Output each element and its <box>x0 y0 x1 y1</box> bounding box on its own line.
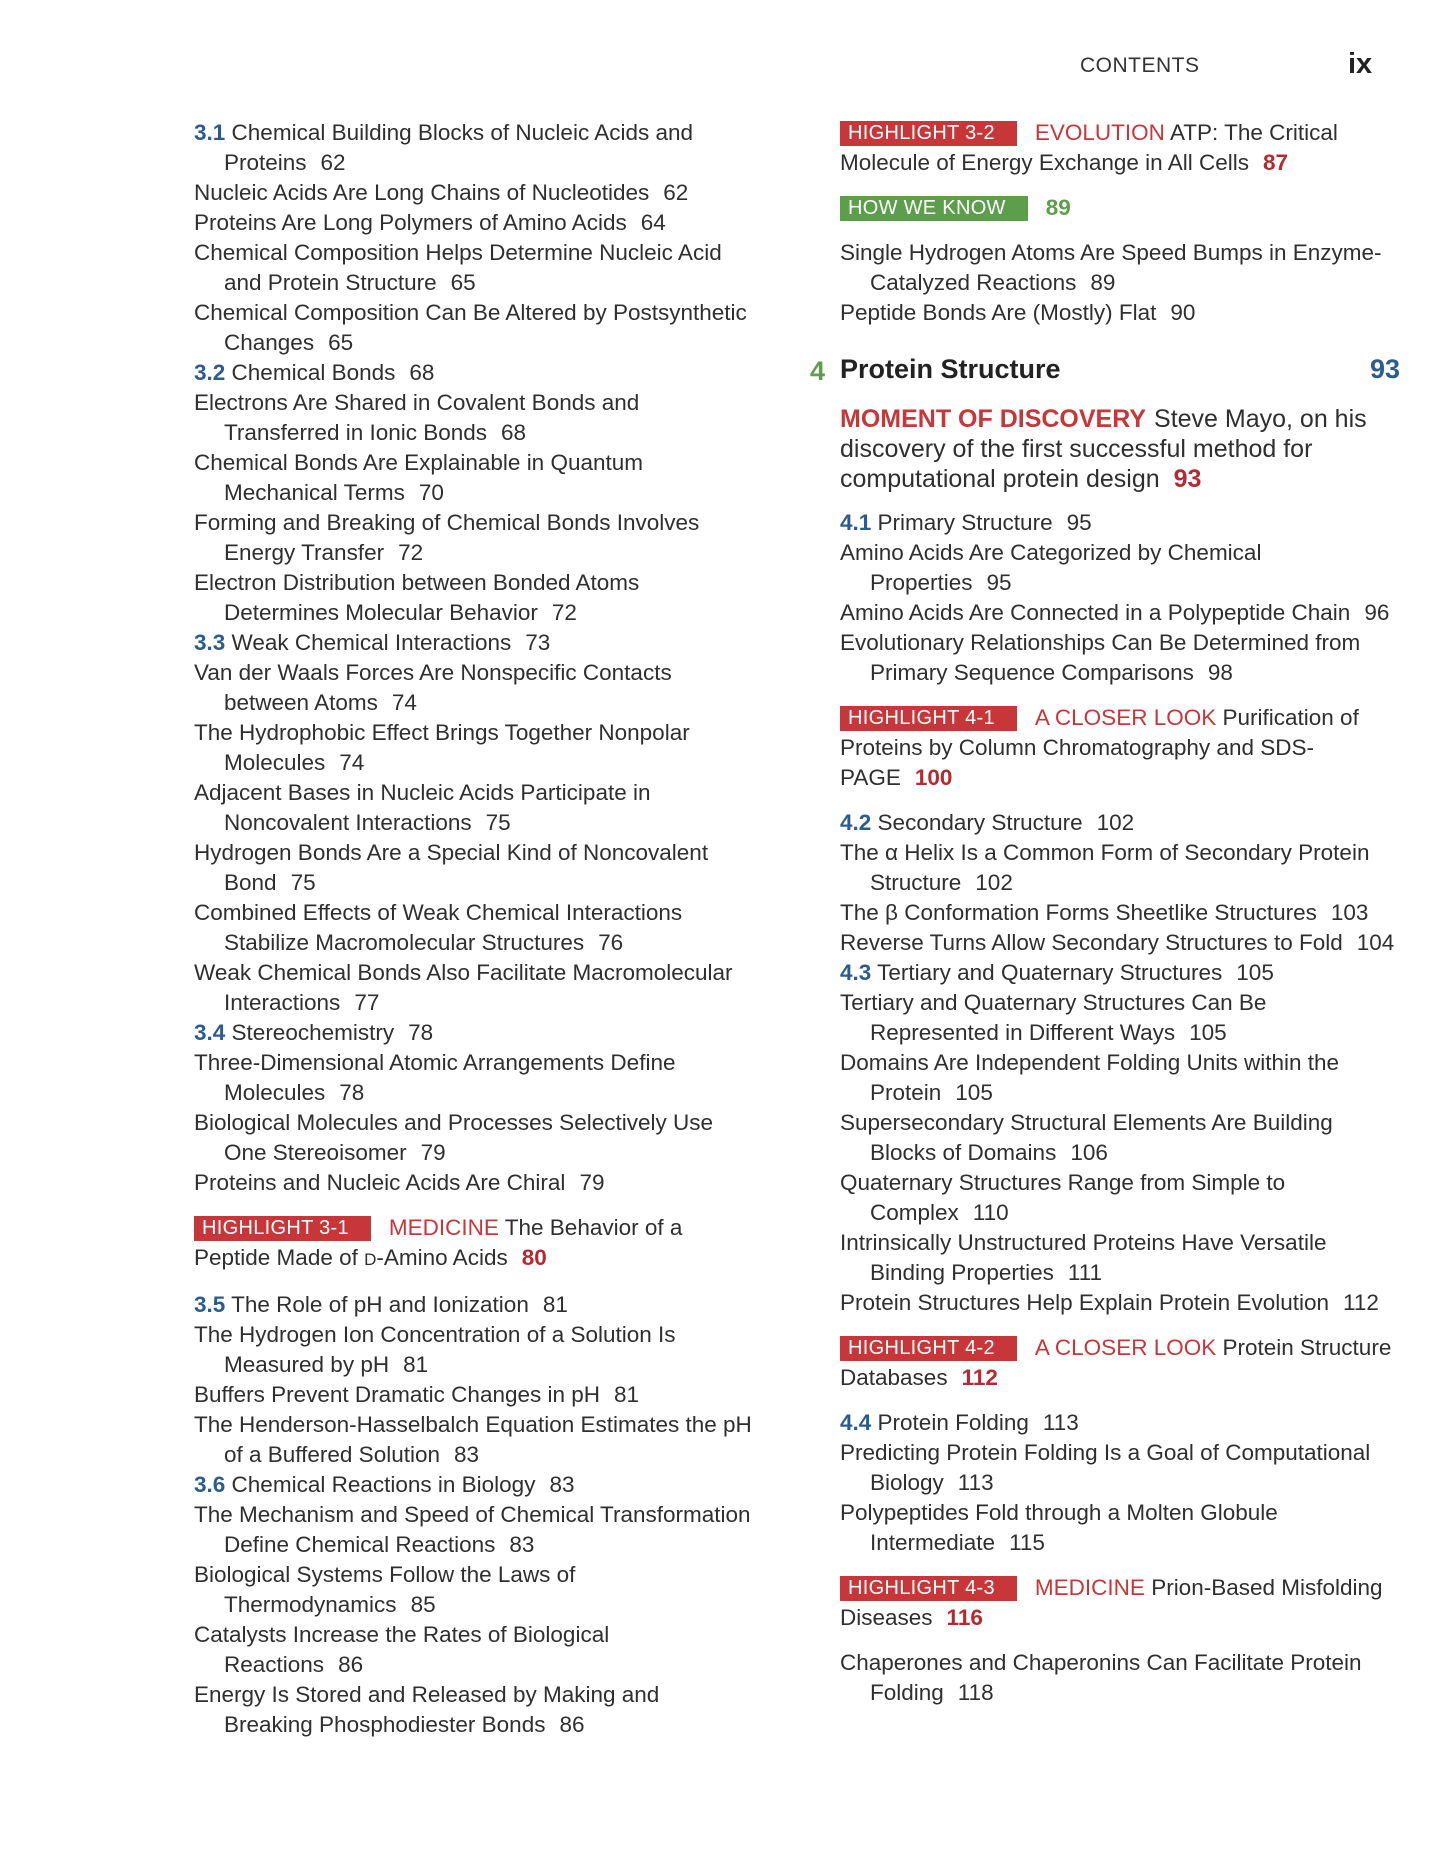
entry-title: Single Hydrogen Atoms Are Speed Bumps in Enzyme-Catalyzed Reactions <box>840 240 1382 295</box>
entry-page: 81 <box>403 1352 429 1377</box>
entry-page: 83 <box>454 1442 480 1467</box>
entry-title: Tertiary and Quaternary Structures Can Be Represented in Different Ways <box>840 990 1267 1045</box>
entry-page: 86 <box>338 1652 364 1677</box>
discovery-page: 93 <box>1173 465 1202 493</box>
left-column <box>194 118 754 1740</box>
entry-title: Nucleic Acids Are Long Chains of Nucleotides <box>194 180 650 205</box>
highlight-tag: HIGHLIGHT 4-3 <box>840 1576 1017 1601</box>
entry-title: Combined Effects of Weak Chemical Interactions Stabilize Macromolecular Structures <box>194 900 683 955</box>
toc-entry[interactable] <box>840 1648 1400 1708</box>
entry-title: Secondary Structure <box>877 810 1083 835</box>
entry-title: Buffers Prevent Dramatic Changes in pH <box>194 1382 601 1407</box>
toc-entry[interactable] <box>194 838 754 898</box>
section-number: 4.2 <box>840 810 872 835</box>
toc-entry[interactable] <box>194 898 754 958</box>
entry-page: 72 <box>398 540 424 565</box>
entry-page: 106 <box>1070 1140 1108 1165</box>
entry-title: Protein Structures Help Explain Protein Evolution <box>840 1290 1330 1315</box>
toc-entry[interactable] <box>840 1108 1400 1168</box>
section-number: 3.4 <box>194 1020 226 1045</box>
entry-page: 112 <box>1343 1290 1379 1315</box>
entry-page: 65 <box>328 330 354 355</box>
entry-page: 105 <box>955 1080 993 1105</box>
highlight-page: 100 <box>914 765 953 790</box>
entry-title: Predicting Protein Folding Is a Goal of Computational Biology <box>840 1440 1371 1495</box>
entry-page: 64 <box>640 210 666 235</box>
entry-title: Domains Are Independent Folding Units within the Protein <box>840 1050 1340 1105</box>
toc-section-entry[interactable] <box>840 508 1400 538</box>
toc-entry[interactable] <box>194 658 754 718</box>
toc-section-entry[interactable] <box>840 808 1400 838</box>
toc-entry[interactable] <box>194 448 754 508</box>
toc-entry[interactable] <box>840 1048 1400 1108</box>
toc-entry[interactable] <box>840 298 1400 328</box>
section-number: 3.3 <box>194 630 226 655</box>
toc-entry[interactable] <box>840 1438 1400 1498</box>
entry-page: 111 <box>1067 1260 1103 1285</box>
highlight-page: 80 <box>521 1245 547 1270</box>
highlight-category: MEDICINE <box>388 1215 499 1240</box>
how-we-know[interactable] <box>840 193 1400 223</box>
entry-title: Chemical Composition Helps Determine Nucleic Acid and Protein Structure <box>194 240 722 295</box>
toc-list <box>194 118 754 1198</box>
toc-section-entry[interactable] <box>194 1470 754 1500</box>
toc-entry[interactable] <box>840 898 1400 928</box>
entry-title: Proteins Are Long Polymers of Amino Acids <box>194 210 627 235</box>
entry-title: Chemical Reactions in Biology <box>231 1472 536 1497</box>
toc-entry[interactable] <box>840 1498 1400 1558</box>
entry-page: 89 <box>1090 270 1116 295</box>
entry-title: Adjacent Bases in Nucleic Acids Participate in Noncovalent Interactions <box>194 780 651 835</box>
entry-title: The Hydrophobic Effect Brings Together Nonpolar Molecules <box>194 720 690 775</box>
highlight-4-3[interactable] <box>840 1573 1400 1633</box>
highlight-category: EVOLUTION <box>1034 120 1165 145</box>
entry-title: Tertiary and Quaternary Structures <box>877 960 1223 985</box>
toc-entry[interactable] <box>194 178 754 208</box>
entry-title: The Role of pH and Ionization <box>231 1292 529 1317</box>
toc-entry[interactable] <box>194 1620 754 1680</box>
entry-page: 83 <box>509 1532 535 1557</box>
right-column <box>810 118 1400 1708</box>
toc-list <box>194 1290 754 1740</box>
entry-title: Protein Folding <box>877 1410 1029 1435</box>
toc-section-entry[interactable] <box>194 118 754 178</box>
entry-title: Three-Dimensional Atomic Arrangements Define Molecules <box>194 1050 676 1105</box>
chapter-page: 93 <box>1369 354 1400 384</box>
toc-list <box>840 238 1400 328</box>
entry-title: Amino Acids Are Categorized by Chemical Properties <box>840 540 1262 595</box>
entry-page: 74 <box>339 750 365 775</box>
entry-title: Biological Molecules and Processes Selectively Use One Stereoisomer <box>194 1110 713 1165</box>
chapter-number: 4 <box>810 356 826 386</box>
highlight-4-2[interactable] <box>840 1333 1400 1393</box>
toc-list <box>840 508 1400 688</box>
section-number: 4.1 <box>840 510 872 535</box>
entry-page: 81 <box>542 1292 568 1317</box>
toc-entry[interactable] <box>194 1500 754 1560</box>
toc-entry[interactable] <box>840 928 1400 958</box>
discovery-label: MOMENT OF DISCOVERY <box>840 405 1147 433</box>
entry-title: Catalysts Increase the Rates of Biological Reactions <box>194 1622 610 1677</box>
moment-of-discovery[interactable] <box>840 404 1400 494</box>
toc-entry[interactable] <box>840 988 1400 1048</box>
entry-title: Electrons Are Shared in Covalent Bonds and Transferred in Ionic Bonds <box>194 390 640 445</box>
toc-section-entry[interactable] <box>194 628 754 658</box>
entry-title: Primary Structure <box>877 510 1053 535</box>
toc-entry[interactable] <box>194 1048 754 1108</box>
entry-title: Evolutionary Relationships Can Be Determined from Primary Sequence Comparisons <box>840 630 1361 685</box>
toc-entry[interactable] <box>194 298 754 358</box>
entry-title: Intrinsically Unstructured Proteins Have Versatile Binding Properties <box>840 1230 1327 1285</box>
entry-page: 118 <box>957 1680 994 1705</box>
entry-page: 96 <box>1364 600 1390 625</box>
entry-page: 102 <box>975 870 1013 895</box>
running-head <box>1080 48 1380 82</box>
toc-entry[interactable] <box>840 1168 1400 1228</box>
toc-entry[interactable] <box>194 1108 754 1168</box>
highlight-tag: HIGHLIGHT 3-2 <box>840 121 1017 146</box>
entry-page: 115 <box>1009 1530 1045 1555</box>
entry-page: 86 <box>559 1712 585 1737</box>
entry-title: Peptide Bonds Are (Mostly) Flat <box>840 300 1157 325</box>
entry-title: Polypeptides Fold through a Molten Globule Intermediate <box>840 1500 1278 1555</box>
highlight-page: 87 <box>1262 150 1288 175</box>
toc-entry[interactable] <box>194 1410 754 1470</box>
toc-section-entry[interactable] <box>840 958 1400 988</box>
entry-page: 83 <box>549 1472 575 1497</box>
highlight-title: Protein Structure Databases <box>840 1335 1392 1390</box>
entry-page: 75 <box>290 870 316 895</box>
toc-list <box>840 1648 1400 1708</box>
page-folio: ix <box>1348 48 1373 80</box>
entry-title: Electron Distribution between Bonded Atoms Determines Molecular Behavior <box>194 570 640 625</box>
entry-page: 79 <box>579 1170 605 1195</box>
entry-title: Weak Chemical Interactions <box>231 630 512 655</box>
entry-title: Chaperones and Chaperonins Can Facilitate Protein Folding <box>840 1650 1362 1705</box>
entry-page: 90 <box>1170 300 1196 325</box>
toc-entry[interactable] <box>840 1288 1400 1318</box>
toc-entry[interactable] <box>194 1680 754 1740</box>
highlight-category: A CLOSER LOOK <box>1034 705 1217 730</box>
entry-page: 79 <box>420 1140 446 1165</box>
highlight-tag: HIGHLIGHT 4-2 <box>840 1336 1017 1361</box>
toc-section-entry[interactable] <box>840 1408 1400 1438</box>
toc-section-entry[interactable] <box>194 358 754 388</box>
toc-entry[interactable] <box>194 568 754 628</box>
toc-entry[interactable] <box>194 1320 754 1380</box>
entry-title: Reverse Turns Allow Secondary Structures to Fold <box>840 930 1343 955</box>
entry-title: Quaternary Structures Range from Simple to Complex <box>840 1170 1286 1225</box>
entry-title: Supersecondary Structural Elements Are Building Blocks of Domains <box>840 1110 1333 1165</box>
toc-entry[interactable] <box>194 508 754 568</box>
entry-title: The α Helix Is a Common Form of Secondary Protein Structure <box>840 840 1370 895</box>
entry-page: 78 <box>339 1080 365 1105</box>
highlight-title: ATP: The Critical Molecule of Energy Exchange in All Cells <box>840 120 1338 175</box>
highlight-3-2[interactable] <box>840 118 1400 178</box>
highlight-page: 112 <box>961 1365 998 1390</box>
section-number: 3.5 <box>194 1292 226 1317</box>
entry-title: Chemical Bonds Are Explainable in Quantum Mechanical Terms <box>194 450 644 505</box>
entry-title: The β Conformation Forms Sheetlike Structures <box>840 900 1317 925</box>
section-number: 3.6 <box>194 1472 226 1497</box>
entry-title: The Mechanism and Speed of Chemical Transformation Define Chemical Reactions <box>194 1502 751 1557</box>
entry-page: 105 <box>1236 960 1274 985</box>
entry-page: 95 <box>1066 510 1092 535</box>
toc-entry[interactable] <box>194 388 754 448</box>
entry-page: 68 <box>501 420 527 445</box>
toc-entry[interactable] <box>840 838 1400 898</box>
entry-title: The Henderson-Hasselbalch Equation Estimates the pH of a Buffered Solution <box>194 1412 752 1467</box>
entry-page: 68 <box>409 360 435 385</box>
entry-page: 98 <box>1207 660 1233 685</box>
discovery-text: Steve Mayo, on his discovery of the first successful method for computational protein design <box>840 405 1367 493</box>
highlight-title: Prion-Based Misfolding Diseases <box>840 1575 1383 1630</box>
entry-page: 65 <box>450 270 476 295</box>
entry-page: 104 <box>1356 930 1395 955</box>
section-number: 4.4 <box>840 1410 872 1435</box>
highlight-category: A CLOSER LOOK <box>1034 1335 1217 1360</box>
toc-entry[interactable] <box>840 538 1400 598</box>
running-head-label: CONTENTS <box>1080 54 1200 77</box>
entry-title: Chemical Building Blocks of Nucleic Acids and Proteins <box>224 120 694 175</box>
entry-page: 85 <box>410 1592 436 1617</box>
entry-page: 105 <box>1189 1020 1227 1045</box>
entry-title: Energy Is Stored and Released by Making and Breaking Phosphodiester Bonds <box>194 1682 660 1737</box>
toc-section-entry[interactable] <box>194 1018 754 1048</box>
toc-entry[interactable] <box>840 598 1400 628</box>
chapter-title: Protein Structure <box>840 354 1061 384</box>
entry-page: 73 <box>525 630 551 655</box>
entry-page: 81 <box>614 1382 640 1407</box>
entry-title: Chemical Bonds <box>231 360 396 385</box>
toc-entry[interactable] <box>194 718 754 778</box>
entry-page: 75 <box>485 810 511 835</box>
entry-title: Forming and Breaking of Chemical Bonds Involves Energy Transfer <box>194 510 700 565</box>
highlight-page: 116 <box>946 1605 983 1630</box>
entry-page: 110 <box>972 1200 1009 1225</box>
entry-title: Weak Chemical Bonds Also Facilitate Macromolecular Interactions <box>194 960 733 1015</box>
chapter-heading[interactable] <box>810 354 1400 394</box>
toc-entry[interactable] <box>194 1168 754 1198</box>
entry-title: Van der Waals Forces Are Nonspecific Contacts between Atoms <box>194 660 672 715</box>
toc-entry[interactable] <box>194 1380 754 1410</box>
toc-entry[interactable] <box>194 238 754 298</box>
entry-title: Hydrogen Bonds Are a Special Kind of Noncovalent Bond <box>194 840 709 895</box>
highlight-title: Purification of Proteins by Column Chromatography and SDS-PAGE <box>840 705 1359 790</box>
section-number: 3.1 <box>194 120 226 145</box>
section-number: 3.2 <box>194 360 226 385</box>
toc-entry[interactable] <box>194 778 754 838</box>
entry-page: 95 <box>986 570 1012 595</box>
highlight-4-1[interactable] <box>840 703 1400 793</box>
entry-page: 78 <box>408 1020 434 1045</box>
entry-title: The Hydrogen Ion Concentration of a Solution Is Measured by pH <box>194 1322 676 1377</box>
entry-page: 70 <box>418 480 444 505</box>
highlight-category: MEDICINE <box>1034 1575 1145 1600</box>
entry-title: Proteins and Nucleic Acids Are Chiral <box>194 1170 566 1195</box>
toc-entry[interactable] <box>840 238 1400 298</box>
entry-page: 72 <box>551 600 577 625</box>
toc-section-entry[interactable] <box>194 1290 754 1320</box>
how-we-know-tag: HOW WE KNOW <box>840 196 1028 221</box>
toc-entry[interactable] <box>194 208 754 238</box>
section-number: 4.3 <box>840 960 872 985</box>
entry-title: Biological Systems Follow the Laws of Thermodynamics <box>194 1562 576 1617</box>
entry-page: 76 <box>598 930 624 955</box>
toc-entry[interactable] <box>840 628 1400 688</box>
entry-page: 113 <box>957 1470 994 1495</box>
toc-entry[interactable] <box>194 1560 754 1620</box>
toc-entry[interactable] <box>194 958 754 1018</box>
entry-page: 77 <box>354 990 380 1015</box>
entry-title: Chemical Composition Can Be Altered by Postsynthetic Changes <box>194 300 747 355</box>
entry-title: Amino Acids Are Connected in a Polypeptide Chain <box>840 600 1351 625</box>
highlight-tag: HIGHLIGHT 4-1 <box>840 706 1017 731</box>
highlight-3-1[interactable] <box>194 1213 754 1275</box>
entry-page: 74 <box>391 690 417 715</box>
highlight-title: The Behavior of a Peptide Made of D-Amino Acids <box>194 1215 683 1270</box>
toc-list <box>840 1408 1400 1558</box>
entry-page: 103 <box>1330 900 1369 925</box>
toc-entry[interactable] <box>840 1228 1400 1288</box>
how-we-know-page: 89 <box>1045 195 1071 220</box>
toc-list <box>840 808 1400 1318</box>
entry-page: 62 <box>320 150 346 175</box>
entry-page: 113 <box>1042 1410 1079 1435</box>
entry-page: 62 <box>663 180 689 205</box>
highlight-tag: HIGHLIGHT 3-1 <box>194 1216 371 1241</box>
entry-title: Stereochemistry <box>231 1020 395 1045</box>
entry-page: 102 <box>1096 810 1135 835</box>
